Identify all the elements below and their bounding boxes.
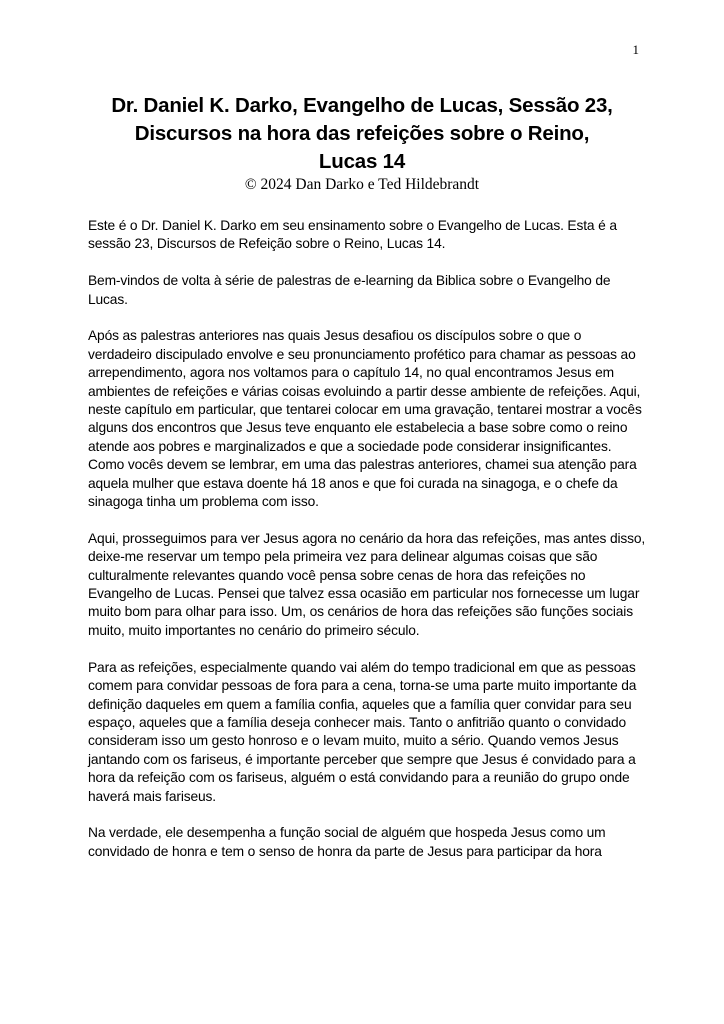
copyright-line: © 2024 Dan Darko e Ted Hildebrandt: [244, 176, 480, 193]
paragraph-welcome: Bem-vindos de volta à série de palestras de e-learning da Biblica sobre o Evangelho de Lucas.: [88, 273, 611, 307]
page-number: 1: [632, 42, 639, 57]
title-line-1: Dr. Daniel K. Darko, Evangelho de Lucas, Sessão 23,: [111, 94, 613, 117]
document-body: [88, 217, 648, 880]
paragraph-meals-social: Para as refeições, especialmente quando vai além do tempo tradicional em que as pessoas comem para convidar pessoas de fora para a cena, torna-se uma parte muito importante da definição daqueles em quem a família confia, aqueles que a família quer convidar para seu espaço, aqueles que a família deseja conhecer mais. Tanto o anfitrião quanto o convidado consideram isso um gesto honroso e o levam muito, muito a sério. Quando vemos Jesus jantando com os fariseus, é importante perceber que sempre que Jesus é convidado para a hora da refeição com os fariseus, alguém o está convidando para a reunião do grupo onde haverá mais fariseus.: [88, 659, 637, 804]
paragraph-mealtime-context: Aqui, prosseguimos para ver Jesus agora no cenário da hora das refeições, mas antes disso, deixe-me reservar um tempo pela primeira vez para delinear algumas coisas que são culturalmente relevantes quando você pensa sobre cenas de hora das refeições no Evangelho de Lucas. Pensei que talvez essa ocasião em particular nos fornecesse um lugar muito bom para olhar para isso. Um, os cenários de hora das refeições são funções sociais muito, muito importantes no cenário do primeiro século.: [88, 530, 646, 638]
paragraph-intro: Este é o Dr. Daniel K. Darko em seu ensinamento sobre o Evangelho de Lucas. Esta é a sessão 23, Discursos de Refeição sobre o Reino, Lucas 14.: [88, 218, 617, 252]
paragraph-chapter-14: Após as palestras anteriores nas quais Jesus desafiou os discípulos sobre o que o verdadeiro discipulado envolve e seu pronunciamento profético para chamar as pessoas ao arrependimento, agora nos voltamos para o capítulo 14, no qual encontramos Jesus em ambientes de refeições e várias coisas evoluindo a partir desse ambiente de refeições. Aqui, neste capítulo em particular, que tentarei colocar em uma gravação, tentarei mostrar a vocês alguns dos encontros que Jesus teve enquanto ele estabelecia a base sobre como o reino atende aos pobres e marginalizados e que a sociedade pode considerar insignificantes. Como vocês devem se lembrar, em uma das palestras anteriores, chamei sua atenção para aquela mulher que estava doente há 18 anos e que foi curada na sinagoga, e o chefe da sinagoga tinha um problema com isso.: [88, 328, 642, 510]
title-line-3: Lucas 14: [318, 150, 406, 173]
document-header: [40, 92, 684, 194]
paragraph-social-function: Na verdade, ele desempenha a função social de alguém que hospeda Jesus como um convidado de honra e tem o senso de honra da parte de Jesus para participar da hora: [88, 825, 606, 859]
title-line-2: Discursos na hora das refeições sobre o Reino,: [134, 122, 590, 145]
